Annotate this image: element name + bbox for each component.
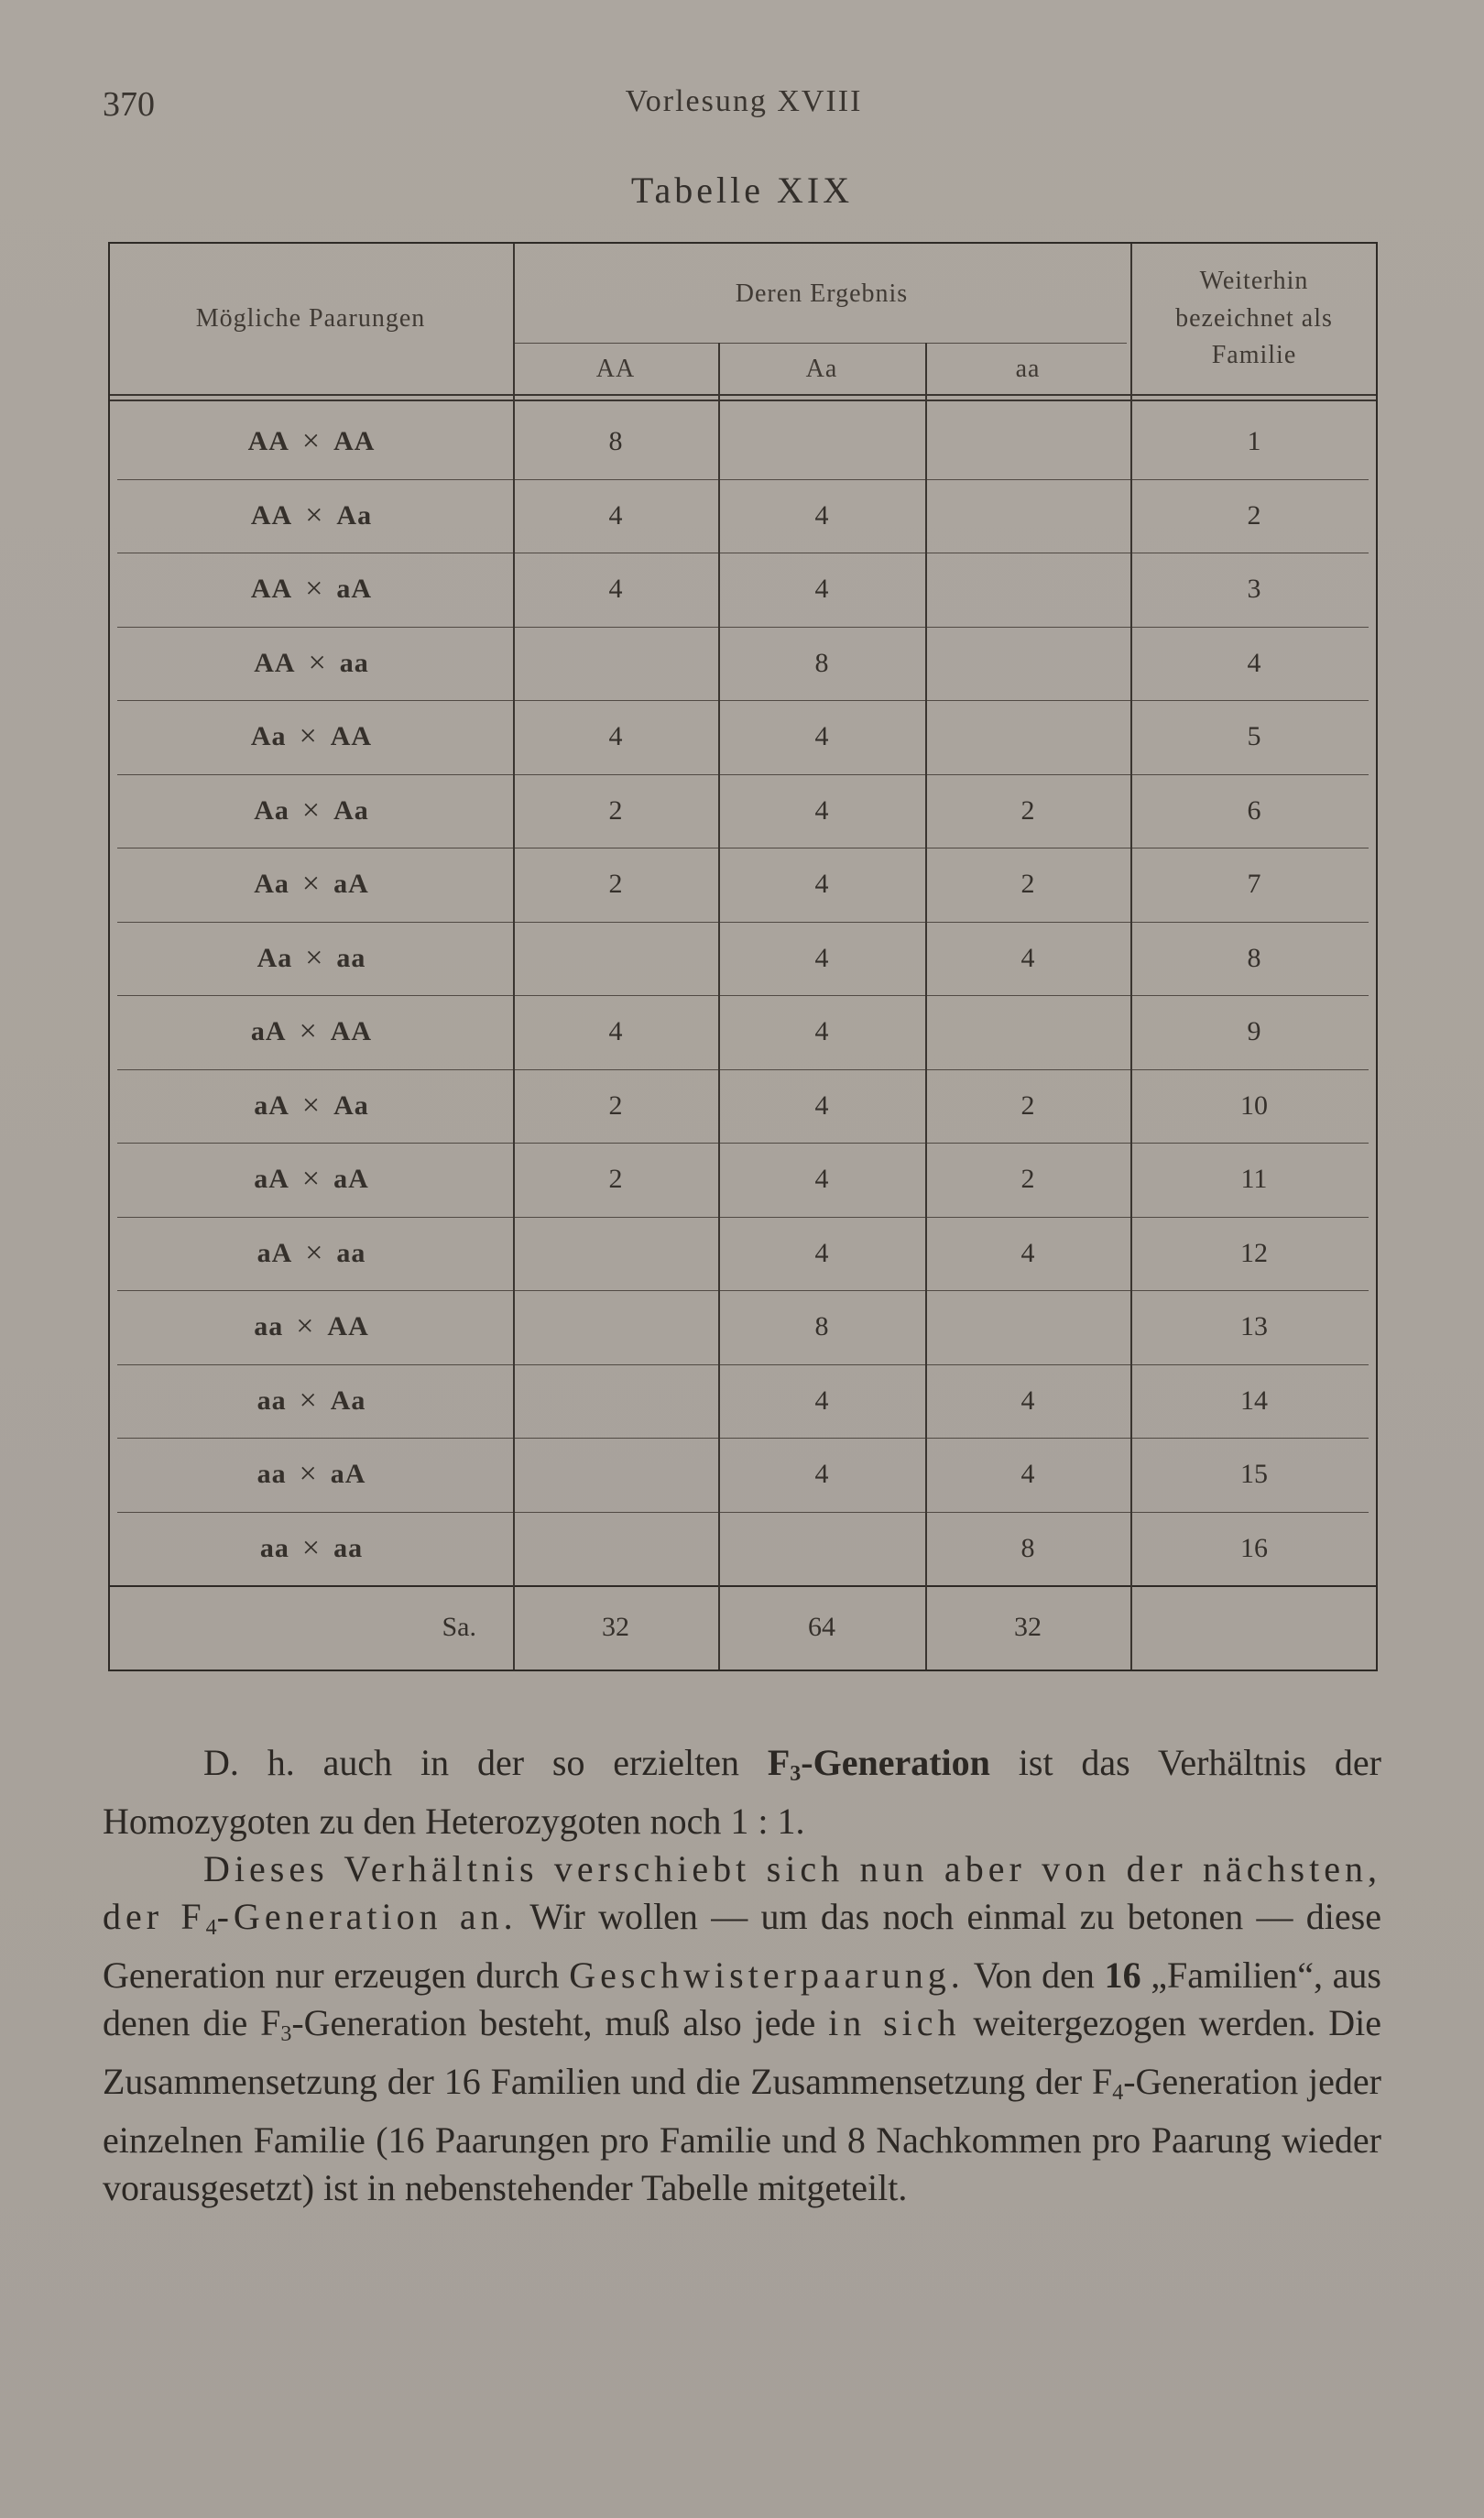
cross-symbol: × (301, 424, 322, 459)
p1-text-a: D. h. auch in der so erzielten (203, 1742, 768, 1783)
p1-gen-sub: 3 (790, 1762, 802, 1786)
running-head: Vorlesung XVIII (625, 84, 863, 118)
result-aa-cell: 2 (1020, 794, 1035, 826)
result-Aa-cell: 4 (814, 1237, 829, 1268)
cross-symbol: × (305, 572, 324, 607)
result-AA-cell: 8 (608, 426, 623, 457)
pairing-left: aA (254, 1164, 289, 1195)
p1-gen-f: F (767, 1742, 791, 1783)
pairing-cell (110, 1217, 513, 1291)
pairing-cell (110, 700, 513, 774)
cross-symbol: × (305, 498, 324, 532)
p2-sub3: 3 (280, 2022, 292, 2046)
family-number-cell: 13 (1240, 1311, 1268, 1342)
pairing-right: AA (327, 1311, 369, 1342)
p1-gen-rest: -Generation (801, 1742, 990, 1783)
result-aa-cell: 2 (1020, 869, 1035, 900)
column-rule-1 (513, 244, 515, 1670)
header-double-rule-top (110, 394, 1376, 396)
f3-generation-term (767, 1742, 990, 1786)
sum-AA-cell: 32 (602, 1612, 629, 1642)
pairing-right: Aa (333, 1089, 369, 1121)
family-number-cell: 15 (1240, 1459, 1268, 1490)
result-aa-cell: 4 (1020, 942, 1035, 973)
cross-symbol: × (299, 1383, 318, 1418)
result-Aa-cell: 8 (814, 1311, 829, 1342)
result-AA-cell (513, 1217, 718, 1291)
pairing-left: Aa (250, 721, 287, 752)
pairing-cell (110, 627, 513, 701)
result-AA-cell: 2 (608, 869, 623, 900)
pairing-left: Aa (256, 942, 293, 973)
result-aa-cell: 4 (1020, 1237, 1035, 1268)
p2-text-d: -Generation besteht, muß also jede (291, 2002, 829, 2043)
table-row (110, 848, 1378, 922)
pairing-cell (110, 774, 513, 848)
page-header (103, 84, 1385, 130)
table-row (110, 700, 1378, 774)
subheader-rule (513, 343, 1127, 344)
result-Aa-cell: 4 (814, 869, 829, 900)
family-number-cell: 16 (1240, 1532, 1268, 1563)
subheader-AA: AA (595, 354, 636, 383)
result-AA-cell (513, 1512, 718, 1586)
family-number-cell: 11 (1240, 1164, 1268, 1195)
result-Aa-cell: 8 (814, 647, 829, 678)
family-number-cell: 4 (1247, 647, 1261, 678)
cross-symbol: × (305, 940, 324, 975)
cross-symbol: × (305, 1235, 324, 1270)
result-AA-cell: 4 (608, 574, 623, 605)
result-Aa-cell: 4 (814, 574, 829, 605)
table-row (110, 627, 1378, 701)
pairing-left: AA (250, 574, 293, 605)
result-Aa-cell (718, 1512, 925, 1586)
result-Aa-cell: 4 (814, 1459, 829, 1490)
result-AA-cell: 4 (608, 499, 623, 531)
result-aa-cell: 8 (1020, 1532, 1035, 1563)
column-rule-4 (1130, 244, 1132, 1670)
header-family-line-3: Familie (1211, 341, 1297, 370)
pairing-left: AA (247, 426, 289, 457)
result-Aa-cell (718, 405, 925, 479)
p2-text-e: weitergezogen werden. Die Zusammensetzung der 16 Familien und die Zusammensetzung der F (103, 2002, 1382, 2102)
pairing-cell (110, 1290, 513, 1364)
sum-aa-cell: 32 (1014, 1612, 1042, 1642)
family-number-cell: 6 (1247, 794, 1261, 826)
table-row (110, 1290, 1378, 1364)
cross-symbol: × (308, 645, 327, 680)
p2-spaced-d: in sich (828, 2002, 961, 2043)
pairing-left: Aa (254, 869, 289, 900)
pairing-left: aA (250, 1016, 287, 1047)
header-double-rule-bottom (110, 400, 1376, 401)
pairing-right: Aa (333, 794, 369, 826)
p2-text-a: Wir wollen — um das noch einmal zu betonen — diese Generation nur erzeugen durch (103, 1896, 1381, 1996)
pairing-left: aa (256, 1385, 287, 1416)
result-aa-cell (925, 405, 1130, 479)
cross-symbol: × (299, 1014, 318, 1049)
table-row (110, 405, 1378, 479)
header-family-line-1: Weiterhin (1199, 267, 1309, 296)
table-row (110, 479, 1378, 553)
pairing-cell (110, 553, 513, 627)
result-AA-cell (513, 922, 718, 996)
column-rule-3 (925, 343, 927, 1670)
result-Aa-cell: 4 (814, 942, 829, 973)
result-Aa-cell: 4 (814, 721, 829, 752)
result-aa-cell (925, 1290, 1130, 1364)
result-AA-cell: 2 (608, 1164, 623, 1195)
result-aa-cell: 2 (1020, 1164, 1035, 1195)
pairing-cell (110, 848, 513, 922)
p2-sub4b: 4 (1112, 2081, 1124, 2105)
cross-symbol: × (301, 867, 322, 902)
pairing-cell (110, 479, 513, 553)
family-number-cell: 1 (1247, 426, 1261, 457)
table-row (110, 774, 1378, 848)
pairing-cell (110, 1512, 513, 1586)
result-aa-cell (925, 995, 1130, 1069)
cross-symbol: × (301, 1530, 322, 1565)
table-row (110, 1512, 1378, 1586)
cross-symbol: × (301, 1088, 322, 1122)
pairing-left: aa (259, 1532, 289, 1563)
pairing-left: aa (254, 1311, 284, 1342)
p2-bold-16: 16 (1104, 1954, 1141, 1996)
cross-symbol: × (296, 1309, 315, 1344)
result-Aa-cell: 4 (814, 794, 829, 826)
table-row (110, 995, 1378, 1069)
pairing-right: AA (330, 721, 373, 752)
pairing-right: aA (336, 574, 373, 605)
pairing-left: Aa (254, 794, 289, 826)
pairing-left: AA (250, 499, 293, 531)
pairing-right: Aa (336, 499, 373, 531)
result-AA-cell: 4 (608, 1016, 623, 1047)
result-AA-cell: 2 (608, 794, 623, 826)
result-AA-cell: 2 (608, 1089, 623, 1121)
pairing-right: AA (330, 1016, 373, 1047)
pairing-cell (110, 922, 513, 996)
table-row (110, 1143, 1378, 1217)
cross-symbol: × (301, 793, 322, 827)
result-aa-cell: 2 (1020, 1089, 1035, 1121)
family-number-cell: 8 (1247, 942, 1261, 973)
family-number-cell: 9 (1247, 1016, 1261, 1047)
header-family (1130, 244, 1378, 394)
family-number-cell: 7 (1247, 869, 1261, 900)
result-AA-cell (513, 1364, 718, 1439)
family-number-cell: 2 (1247, 499, 1261, 531)
pairing-cell (110, 995, 513, 1069)
sum-Aa-cell: 64 (808, 1612, 835, 1642)
pairing-cell (110, 405, 513, 479)
pairing-cell (110, 1069, 513, 1144)
result-Aa-cell: 4 (814, 1016, 829, 1047)
sum-label: Sa. (442, 1612, 476, 1642)
result-Aa-cell: 4 (814, 1089, 829, 1121)
body-text (103, 1739, 1381, 2212)
pairing-right: aa (336, 1237, 366, 1268)
p2-spaced-b: -Generation an. (216, 1896, 518, 1937)
pairing-cell (110, 1143, 513, 1217)
pairing-cell (110, 1438, 513, 1512)
result-AA-cell (513, 627, 718, 701)
table-row (110, 1217, 1378, 1291)
p1-text-b: ist das Verhältnis der Homozygoten zu den Heterozygoten noch 1 : 1. (103, 1742, 1381, 1842)
pairing-right: aA (333, 1164, 369, 1195)
pairing-cell (110, 1364, 513, 1439)
cross-symbol: × (301, 1162, 322, 1197)
p2-text-c: „Familien“, aus denen die F (103, 1954, 1381, 2043)
p2-text-f: -Generation jeder einzelnen Familie (16 Paarungen pro Familie und 8 Nachkommen pro Paarung wieder vorausgesetzt) ist in nebenstehender Tabelle mitgeteilt. (103, 2061, 1382, 2208)
table-row (110, 1364, 1378, 1439)
result-aa-cell (925, 700, 1130, 774)
pairing-table (108, 242, 1378, 1671)
pairing-left: aA (254, 1089, 289, 1121)
pairing-right: aA (333, 869, 369, 900)
result-aa-cell (925, 479, 1130, 553)
p2-text-b: Von den (964, 1954, 1105, 1996)
cross-symbol: × (299, 719, 318, 754)
result-aa-cell (925, 553, 1130, 627)
pairing-right: Aa (330, 1385, 366, 1416)
paragraph-1 (103, 1739, 1381, 1845)
result-AA-cell (513, 1438, 718, 1512)
family-number-cell: 5 (1247, 721, 1261, 752)
header-result: Deren Ergebnis (735, 279, 909, 308)
family-number-cell: 10 (1240, 1089, 1268, 1121)
family-number-cell: 14 (1240, 1385, 1268, 1416)
p2-spaced-c: Geschwisterpaarung. (569, 1954, 965, 1996)
result-aa-cell (925, 627, 1130, 701)
table-row (110, 1438, 1378, 1512)
header-family-line-2: bezeichnet als (1175, 303, 1333, 333)
subheader-Aa: Aa (805, 354, 838, 383)
pairing-left: aa (256, 1459, 287, 1490)
table-row (110, 1069, 1378, 1144)
table-title: Tabelle XIX (630, 170, 854, 211)
result-AA-cell (513, 1290, 718, 1364)
pairing-right: AA (333, 426, 376, 457)
result-aa-cell: 4 (1020, 1459, 1035, 1490)
result-AA-cell: 4 (608, 721, 623, 752)
pairing-right: aa (339, 647, 369, 678)
table-row (110, 922, 1378, 996)
pairing-right: aa (333, 1532, 364, 1563)
pairing-left: AA (254, 647, 296, 678)
result-aa-cell: 4 (1020, 1385, 1035, 1416)
pairing-left: aA (256, 1237, 293, 1268)
family-number-cell: 12 (1240, 1237, 1268, 1268)
family-number-cell: 3 (1247, 574, 1261, 605)
result-Aa-cell: 4 (814, 1385, 829, 1416)
paragraph-2 (103, 1845, 1381, 2212)
result-Aa-cell: 4 (814, 1164, 829, 1195)
pairing-right: aA (330, 1459, 366, 1490)
header-pairings: Mögliche Paarungen (195, 303, 426, 333)
cross-symbol: × (299, 1457, 318, 1492)
result-Aa-cell: 4 (814, 499, 829, 531)
subheader-aa: aa (1015, 354, 1041, 383)
p2-spaced-a: Dieses Verhältnis verschiebt sich nun aber von der nächsten, der F (103, 1848, 1381, 1937)
page-number: 370 (103, 85, 155, 124)
pairing-right: aa (336, 942, 366, 973)
column-rule-2 (718, 343, 720, 1670)
table-row (110, 553, 1378, 627)
p2-sub4: 4 (205, 1916, 217, 1940)
